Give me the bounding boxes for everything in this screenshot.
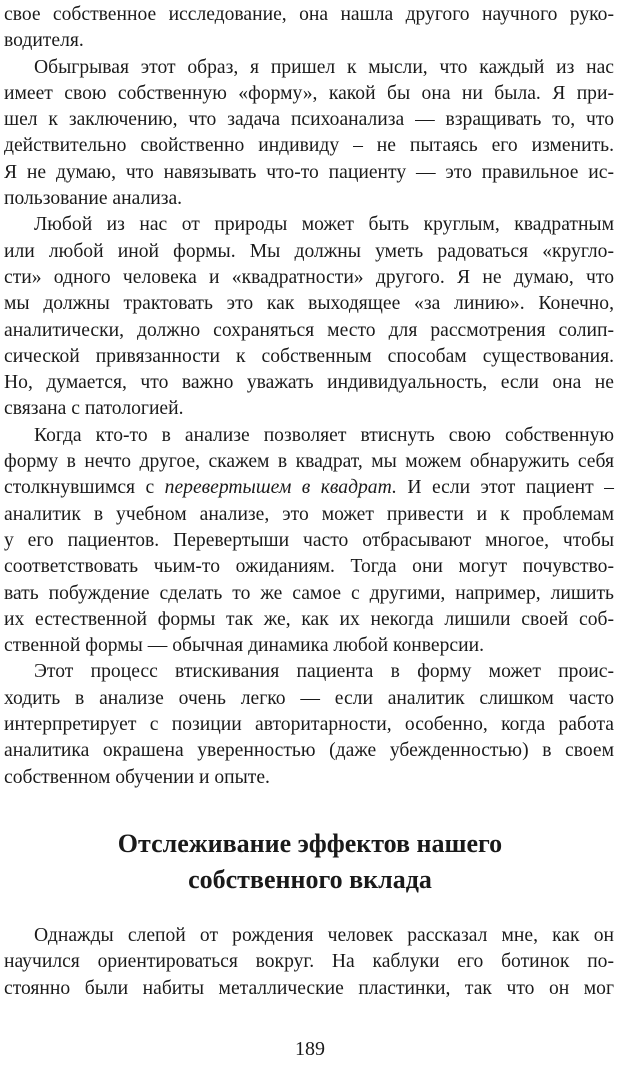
text-line: свое собственное исследование, она нашла другого научного руко-	[4, 4, 614, 25]
text-line: Но, думается, что важно уважать индивидуальность, если она не	[4, 372, 614, 394]
section-heading-line: собственного вклада	[188, 865, 432, 894]
page-number: 189	[295, 1038, 325, 1060]
text-line: действительно свойственно индивиду – не пытаясь его изменить.	[4, 135, 614, 157]
text-line: соответствовать чьим-то ожиданиям. Тогда они могут почувство-	[4, 556, 614, 578]
text-line: сической привязанности к собственным способам существования.	[4, 345, 614, 367]
text-line: водителя.	[4, 30, 84, 52]
text-line: ходить в анализе очень легко — если аналитик слишком часто	[4, 687, 614, 709]
text-line: Когда кто-то в анализе позволяет втиснуть свою собственную	[34, 424, 614, 446]
body-text-bottom	[4, 923, 614, 1002]
text-line: шел к заключению, что задача психоанализа — взращивать то, что	[4, 109, 614, 131]
text-line: собственном обучении и опыте.	[4, 766, 270, 788]
text-line: стоянно были набиты металлические пластинки, так что он мог	[4, 977, 614, 999]
text-line: аналитика окрашена уверенностью (даже убежденностью) в своем	[4, 740, 614, 762]
text-line: мы должны трактовать это как выходящее «за линию». Конечно,	[4, 293, 614, 315]
text-line: связана с патологией.	[4, 398, 184, 420]
section-heading-line: Отслеживание эффектов нашего	[117, 829, 503, 858]
text-line: Я не думаю, что навязывать что-то пациенту — это правильное ис-	[4, 161, 614, 183]
text-line: или любой иной формы. Мы должны уметь радоваться «кругло-	[4, 240, 614, 262]
text-fragment: столкнувшимся с	[4, 477, 165, 499]
section-heading	[0, 826, 620, 898]
body-text-top	[4, 2, 614, 791]
text-line: вать побуждение сделать то же самое с другими, например, лишить	[4, 582, 614, 604]
text-line: имеет свою собственную «форму», какой бы она ни была. Я при-	[4, 82, 614, 104]
text-line: их естественной формы так же, как их некогда лишили своей соб-	[4, 608, 614, 630]
text-line: аналитик в учебном анализе, это может привести и к проблемам	[4, 503, 614, 525]
text-line-with-italic	[4, 475, 614, 501]
text-line: Этот процесс втискивания пациента в форму может проис-	[34, 661, 614, 683]
text-line: пользование анализа.	[4, 188, 183, 210]
text-line: Однажды слепой от рождения человек рассказал мне, как он	[34, 925, 614, 946]
text-line: ственной формы — обычная динамика любой конверсии.	[4, 635, 484, 657]
text-fragment: И если этот пациент –	[396, 477, 614, 499]
text-line: форму в нечто другое, скажем в квадрат, мы можем обнаружить себя	[4, 451, 614, 473]
text-line: аналитически, должно сохраняться место для рассмотрения солип-	[4, 319, 614, 341]
italic-term: перевертышем в квадрат.	[164, 477, 397, 499]
text-line: сти» одного человека и «квадратности» другого. Я не думаю, что	[4, 266, 614, 288]
text-line: Обыгрывая этот образ, я пришел к мысли, что каждый из нас	[34, 56, 614, 78]
text-line: научился ориентироваться вокруг. На каблуки его ботинок по-	[4, 951, 614, 973]
text-line: у его пациентов. Перевертыши часто отбрасывают многое, чтобы	[4, 529, 614, 551]
text-line: Любой из нас от природы может быть круглым, квадратным	[34, 214, 614, 236]
text-line: интерпретирует с позиции авторитарности, особенно, когда работа	[4, 714, 614, 736]
